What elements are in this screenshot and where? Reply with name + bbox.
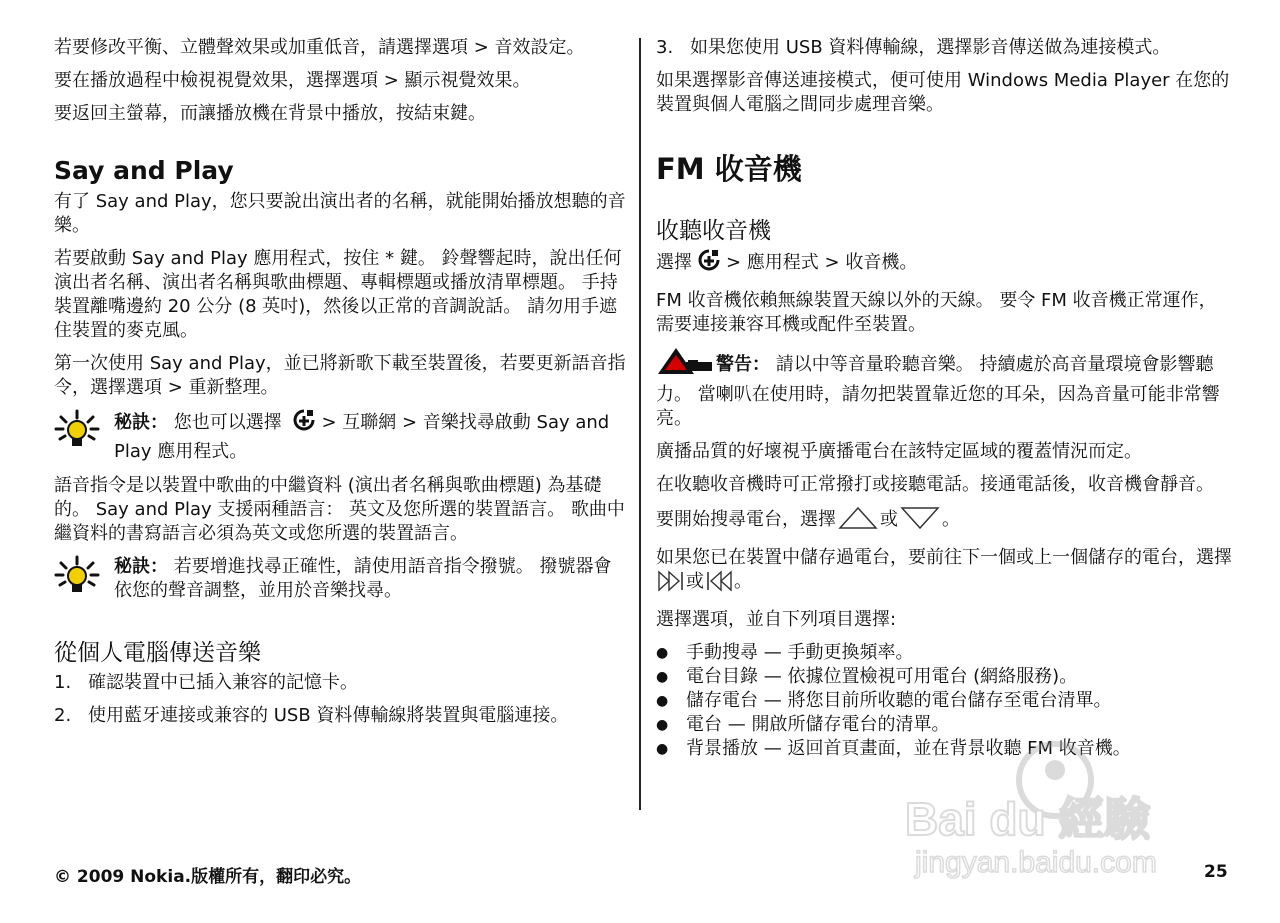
triangle-down-icon <box>900 506 940 537</box>
footer-copyright: © 2009 Nokia.版權所有，翻印必究。 <box>54 867 362 887</box>
paragraph-windows-media-player: 如果選擇影音傳送連接模式，便可使用 Windows Media Player 在您的裝置與個人電腦之間同步處理音樂。 <box>656 70 1230 115</box>
list-item: ● 背景播放 — 返回首頁畫面，並在背景收聽 FM 收音機。 <box>656 738 1131 759</box>
heading-fm-radio: FM 收音機 <box>656 152 802 186</box>
list-item: ● 電台目錄 — 依據位置檢視可用電台 (網絡服務)。 <box>656 666 1078 687</box>
menu-key-icon <box>698 249 720 280</box>
paragraph-metadata: 語音指令是以裝置中歌曲的中繼資料 (演出者名稱與歌曲標題) 為基礎的。 Say and Play 支援兩種語言： 英文及您所選的裝置語言。 歌曲中繼資料的書寫語言必須為英文或您所選的裝置語言。 <box>54 475 625 544</box>
warning-label: 警告： <box>716 354 770 375</box>
baidu-watermark <box>905 740 1235 880</box>
list-item: 1. 確認裝置中已插入兼容的記憶卡。 <box>54 672 358 693</box>
triangle-up-icon <box>838 506 878 537</box>
steps-list <box>54 671 628 728</box>
tip-label: 秘訣： <box>114 412 168 433</box>
paragraph-antenna: FM 收音機依賴無線裝置天線以外的天線。 要令 FM 收音機正常運作，需要連接兼容耳機或配件至裝置。 <box>656 290 1217 335</box>
watermark-url: jingyan.baidu.com <box>915 846 1157 879</box>
paragraph-say-intro: 有了 Say and Play，您只要說出演出者的名稱，就能開始播放想聽的音樂。 <box>54 191 626 236</box>
list-item: 3. 如果您使用 USB 資料傳輸線，選擇影音傳送做為連接模式。 <box>656 37 1171 58</box>
paragraph-visual-effects: 要在播放過程中檢視視覺效果，選擇選項 > 顯示視覺效果。 <box>54 70 531 91</box>
bullet-icon: ● <box>656 717 669 733</box>
right-column <box>656 36 1232 761</box>
paragraph-say-update: 第一次使用 Say and Play，並已將新歌下載至裝置後，若要更新語音指令，選擇選項 > 重新整理。 <box>54 353 626 398</box>
bullet-icon: ● <box>656 669 669 685</box>
tip-text-rest: > 互聯網 > 音樂找尋啟動 Say and Play 應用程式。 <box>114 412 610 462</box>
lightbulb-icon <box>54 555 114 603</box>
menu-key-icon <box>293 409 315 440</box>
paragraph-say-start: 若要啟動 Say and Play 應用程式，按住 * 鍵。 鈴聲響起時，說出任何演出者名稱、演出者名稱與歌曲標題、專輯標題或播放清單標題。 手持裝置離嘴邊約 20 公分 (8 英吋)，然後以正常的音調說話。 請勿用手遮住裝置的麥克風。 <box>54 248 622 341</box>
list-item: ● 電台 — 開啟所儲存電台的清單。 <box>656 714 950 735</box>
watermark-brand: Bai du 經驗 <box>905 793 1151 845</box>
tip-box-2 <box>54 555 628 603</box>
left-column <box>54 36 628 737</box>
heading-listen-radio: 收聽收音機 <box>656 218 771 244</box>
tip-text: 若要增進找尋正確性，請使用語音指令撥號。 撥號器會依您的聲音調整，並用於音樂找尋。 <box>114 556 612 601</box>
page-number: 25 <box>1204 862 1228 882</box>
bullet-icon: ● <box>656 693 669 709</box>
tip-label: 秘訣： <box>114 556 168 577</box>
steps-list-continued <box>656 36 1232 60</box>
tip-box-1 <box>54 409 628 464</box>
paragraph-options: 選擇選項，並自下列項目選擇: <box>656 609 897 630</box>
lightbulb-icon <box>54 409 114 464</box>
warning-text: 請以中等音量聆聽音樂。 持續處於高音量環境會影響聽力。 當喇叭在使用時，請勿把裝置靠近您的耳朵，因為音量可能非常響亮。 <box>656 354 1220 429</box>
list-item: ● 手動搜尋 — 手動更換頻率。 <box>656 642 914 663</box>
list-item: 2. 使用藍牙連接或兼容的 USB 資料傳輸線將裝置與電腦連接。 <box>54 705 569 726</box>
paragraph-search: 要開始搜尋電台，選擇 或 。 <box>656 506 1232 537</box>
heading-transfer-music: 從個人電腦傳送音樂 <box>54 640 261 666</box>
heading-say-and-play: Say and Play <box>54 156 234 185</box>
skip-forward-icon <box>657 570 685 599</box>
tip-text: 您也可以選擇 <box>168 412 282 433</box>
skip-back-icon <box>705 570 733 599</box>
paragraph-calls: 在收聽收音機時可正常撥打或接聽電話。接通電話後，收音機會靜音。 <box>656 474 1214 495</box>
bullet-icon: ● <box>656 741 669 757</box>
paragraph-quality: 廣播品質的好壞視乎廣播電台在該特定區域的覆蓋情況而定。 <box>656 441 1142 462</box>
warning-paragraph <box>656 346 1232 431</box>
paragraph-saved-stations: 如果您已在裝置中儲存過電台，要前往下一個或上一個儲存的電台，選擇或 。 <box>656 546 1232 599</box>
list-item: ● 儲存電台 — 將您目前所收聽的電台儲存至電台清單。 <box>656 690 1112 711</box>
paragraph-balance: 若要修改平衡、立體聲效果或加重低音，請選擇選項 > 音效設定。 <box>54 37 585 58</box>
paragraph-background-play: 要返回主螢幕，而讓播放機在背景中播放，按結束鍵。 <box>54 103 486 124</box>
column-divider <box>639 38 641 810</box>
warning-hand-icon <box>656 346 714 383</box>
paragraph-select-radio: 選擇 > 應用程式 > 收音機。 <box>656 249 1232 280</box>
bullet-icon: ● <box>656 645 669 661</box>
